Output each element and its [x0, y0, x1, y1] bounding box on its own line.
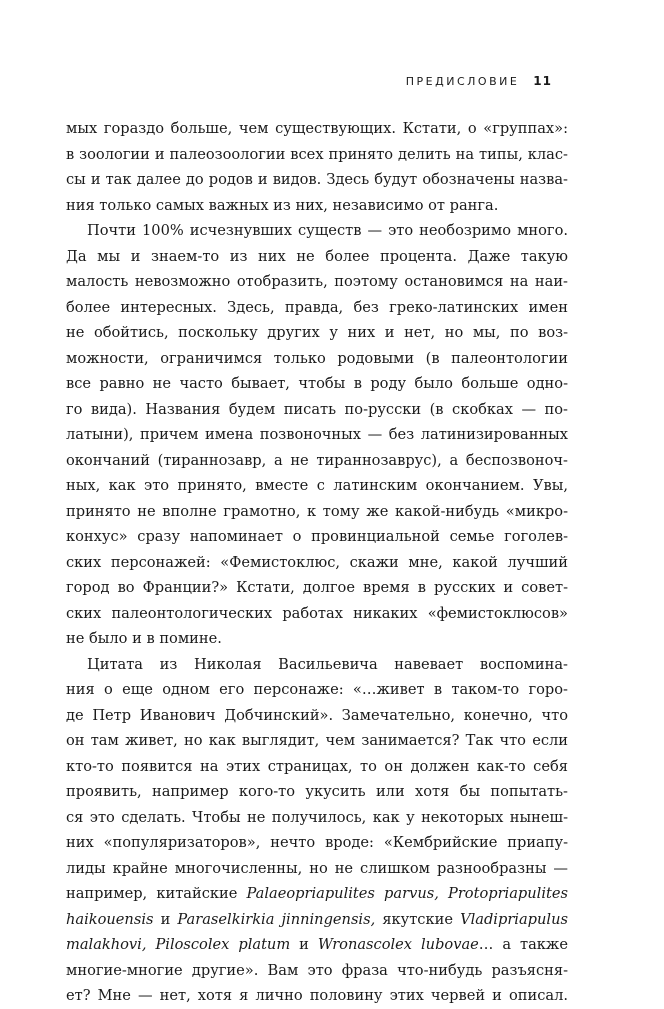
text-run: и — [290, 936, 318, 953]
body-text — [66, 116, 568, 1009]
species-name: Wronascolex lubovae — [317, 936, 479, 953]
section-title: ПРЕДИСЛОВИЕ — [405, 75, 520, 88]
text-line: не обойтись, поскольку других у них и нет, но мы, по воз- — [66, 324, 568, 341]
text-line: многие-многие другие». Вам это фраза что-нибудь разъясня- — [66, 961, 568, 979]
text-line: Цитата из Николая Васильевича навевает воспомина- — [87, 655, 568, 673]
text-line — [66, 881, 568, 907]
text-line: лиды крайне многочисленны, но не слишком разнообразны — — [66, 859, 568, 877]
text-line: де Петр Иванович Добчинский». Замечательно, конечно, что — [66, 706, 568, 724]
text-line: ся это сделать. Чтобы не получилось, как у некоторых нынеш- — [66, 808, 568, 826]
page-number: 11 — [533, 74, 552, 88]
text-line: окончаний (тираннозавр, а не тираннозаврус), а беспозвоноч- — [66, 451, 568, 469]
text-line: го вида). Названия будем писать по-русски (в скобках — по- — [66, 400, 568, 418]
text-line: ных, как это принято, вместе с латинским окончанием. Увы, — [66, 477, 568, 494]
text-line: мых гораздо больше, чем существующих. Кстати, о «группах»: — [66, 120, 568, 137]
text-line: ет? Мне — нет, хотя я лично половину этих червей и описал. — [66, 987, 568, 1004]
species-name: malakhovi, Piloscolex platum — [66, 936, 291, 953]
text-line: не было и в помине. — [66, 630, 222, 647]
text-line — [66, 907, 568, 933]
text-line: ских палеонтологических работах никаких «фемистоклюсов» — [66, 604, 568, 622]
species-name: haikouensis — [66, 910, 154, 928]
text-line: ских персонажей: «Фемистоклюс, скажи мне, какой лучший — [66, 553, 568, 571]
text-line: более интересных. Здесь, правда, без греко-латинских имен — [66, 298, 568, 316]
text-line: все равно не часто бывает, чтобы в роду было больше одно- — [66, 375, 568, 392]
text-line: принято не вполне грамотно, к тому же какой-нибудь «микро- — [66, 502, 568, 520]
species-name: Vladipriapulus — [460, 910, 568, 928]
running-header — [406, 74, 552, 88]
species-name: Paraselkirkia jinningensis, — [177, 910, 376, 928]
text-line: город во Франции?» Кстати, долгое время в русских и совет- — [66, 579, 568, 596]
text-run: и — [153, 910, 178, 928]
text-line: ния о еще одном его персонаже: «…живет в таком-то горо- — [66, 681, 568, 698]
text-line: в зоологии и палеозоологии всех принято делить на типы, клас- — [66, 145, 568, 163]
species-name: Palaeopriapulites parvus, Protopriapulites — [246, 885, 568, 902]
text-line: кто-то появится на этих страницах, то он должен как-то себя — [66, 757, 568, 775]
text-line: ния только самых важных из них, независимо от ранга. — [66, 196, 499, 214]
text-run: например, китайские — [66, 885, 247, 902]
text-run: … а также — [478, 936, 568, 953]
text-line: можности, ограничимся только родовыми (в палеонтологии — [66, 349, 568, 367]
text-line: он там живет, но как выглядит, чем занимается? Так что если — [66, 732, 568, 749]
text-line: конхус» сразу напоминает о провинциальной семье гоголев- — [66, 528, 568, 545]
text-run: якутские — [375, 910, 461, 928]
text-line: Да мы и знаем-то из них не более процента. Даже такую — [66, 247, 568, 265]
text-line: латыни), причем имена позвоночных — без латинизированных — [66, 426, 568, 443]
text-line: сы и так далее до родов и видов. Здесь будут обозначены назва- — [66, 171, 568, 188]
text-line: малость невозможно отобразить, поэтому остановимся на наи- — [66, 273, 568, 290]
text-line: них «популяризаторов», нечто вроде: «Кембрийские приапу- — [66, 834, 568, 851]
text-line: Почти 100% исчезнувших существ — это необозримо много. — [87, 222, 568, 239]
text-line: проявить, например кого-то укусить или хотя бы попытать- — [66, 783, 568, 800]
text-line — [66, 932, 568, 958]
